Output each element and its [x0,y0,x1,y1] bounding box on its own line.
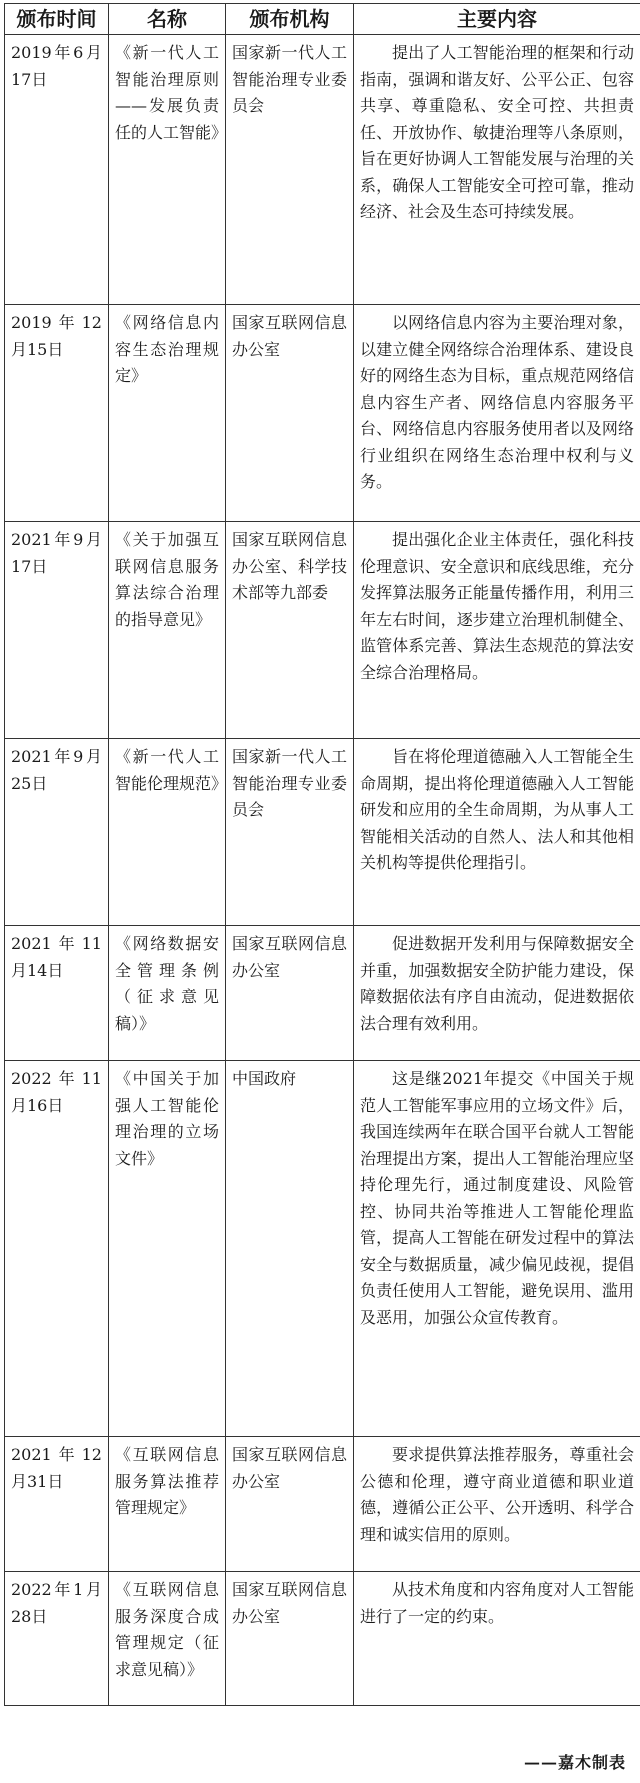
cell-issuer: 国家新一代人工智能治理专业委员会 [226,35,354,305]
table-body [5,35,640,1706]
cell-issuer: 国家互联网信息办公室 [226,1437,354,1572]
table-row [5,1437,640,1572]
header-issuer: 颁布机构 [226,4,354,35]
cell-name: 《新一代人工智能伦理规范》 [109,739,226,926]
cell-name: 《互联网信息服务算法推荐管理规定》 [109,1437,226,1572]
cell-content: 促进数据开发利用与保障数据安全并重，加强数据安全防护能力建设，保障数据依法有序自由流动，促进数据依法合理有效利用。 [354,926,640,1061]
cell-content: 要求提供算法推荐服务，尊重社会公德和伦理，遵守商业道德和职业道德，遵循公正公平、公开透明、科学合理和诚实信用的原则。 [354,1437,640,1572]
header-row [5,4,640,35]
table-row [5,305,640,522]
cell-date: 2021年9月17日 [5,522,109,739]
cell-date: 2019年12月15日 [5,305,109,522]
cell-name: 《中国关于加强人工智能伦理治理的立场文件》 [109,1061,226,1437]
header-content: 主要内容 [354,4,640,35]
table-row [5,926,640,1061]
cell-date: 2021年12月31日 [5,1437,109,1572]
cell-date: 2019年6月17日 [5,35,109,305]
cell-date: 2022年1月28日 [5,1572,109,1706]
cell-issuer: 国家互联网信息办公室 [226,305,354,522]
policy-table [4,3,640,1706]
cell-date: 2022年11月16日 [5,1061,109,1437]
cell-content: 提出强化企业主体责任，强化科技伦理意识、安全意识和底线思维，充分发挥算法服务正能量传播作用，利用三年左右时间，逐步建立治理机制健全、监管体系完善、算法生态规范的算法安全综合治理格局。 [354,522,640,739]
table-row [5,1061,640,1437]
table-credit: ——嘉木制表 [523,1753,626,1772]
cell-issuer: 中国政府 [226,1061,354,1437]
table-header [5,4,640,35]
cell-issuer: 国家互联网信息办公室 [226,1572,354,1706]
cell-name: 《关于加强互联网信息服务算法综合治理的指导意见》 [109,522,226,739]
cell-name: 《网络信息内容生态治理规定》 [109,305,226,522]
table-row [5,1572,640,1706]
cell-issuer: 国家互联网信息办公室 [226,926,354,1061]
cell-content: 旨在将伦理道德融入人工智能全生命周期，提出将伦理道德融入人工智能研发和应用的全生命周期，为从事人工智能相关活动的自然人、法人和其他相关机构等提供伦理指引。 [354,739,640,926]
header-name: 名称 [109,4,226,35]
header-date: 颁布时间 [5,4,109,35]
cell-date: 2021年11月14日 [5,926,109,1061]
cell-content: 提出了人工智能治理的框架和行动指南，强调和谐友好、公平公正、包容共享、尊重隐私、安全可控、共担责任、开放协作、敏捷治理等八条原则，旨在更好协调人工智能发展与治理的关系，确保人工智能安全可控可靠，推动经济、社会及生态可持续发展。 [354,35,640,305]
cell-name: 《网络数据安全管理条例（征求意见稿）》 [109,926,226,1061]
cell-name: 《新一代人工智能治理原则——发展负责任的人工智能》 [109,35,226,305]
table-row [5,35,640,305]
cell-name: 《互联网信息服务深度合成管理规定（征求意见稿）》 [109,1572,226,1706]
table-row [5,739,640,926]
cell-issuer: 国家新一代人工智能治理专业委员会 [226,739,354,926]
cell-content: 从技术角度和内容角度对人工智能进行了一定的约束。 [354,1572,640,1706]
cell-issuer: 国家互联网信息办公室、科学技术部等九部委 [226,522,354,739]
cell-content: 以网络信息内容为主要治理对象，以建立健全网络综合治理体系、建设良好的网络生态为目标，重点规范网络信息内容生产者、网络信息内容服务平台、网络信息内容服务使用者以及网络行业组织在网络生态治理中权利与义务。 [354,305,640,522]
cell-content: 这是继2021年提交《中国关于规范人工智能军事应用的立场文件》后，我国连续两年在联合国平台就人工智能治理提出方案，提出人工智能治理应坚持伦理先行，通过制度建设、风险管控、协同共治等推进人工智能伦理监管，提高人工智能在研发过程中的算法安全与数据质量，减少偏见歧视，提倡负责任使用人工智能，避免误用、滥用及恶用，加强公众宣传教育。 [354,1061,640,1437]
cell-date: 2021年9月25日 [5,739,109,926]
table-row [5,522,640,739]
